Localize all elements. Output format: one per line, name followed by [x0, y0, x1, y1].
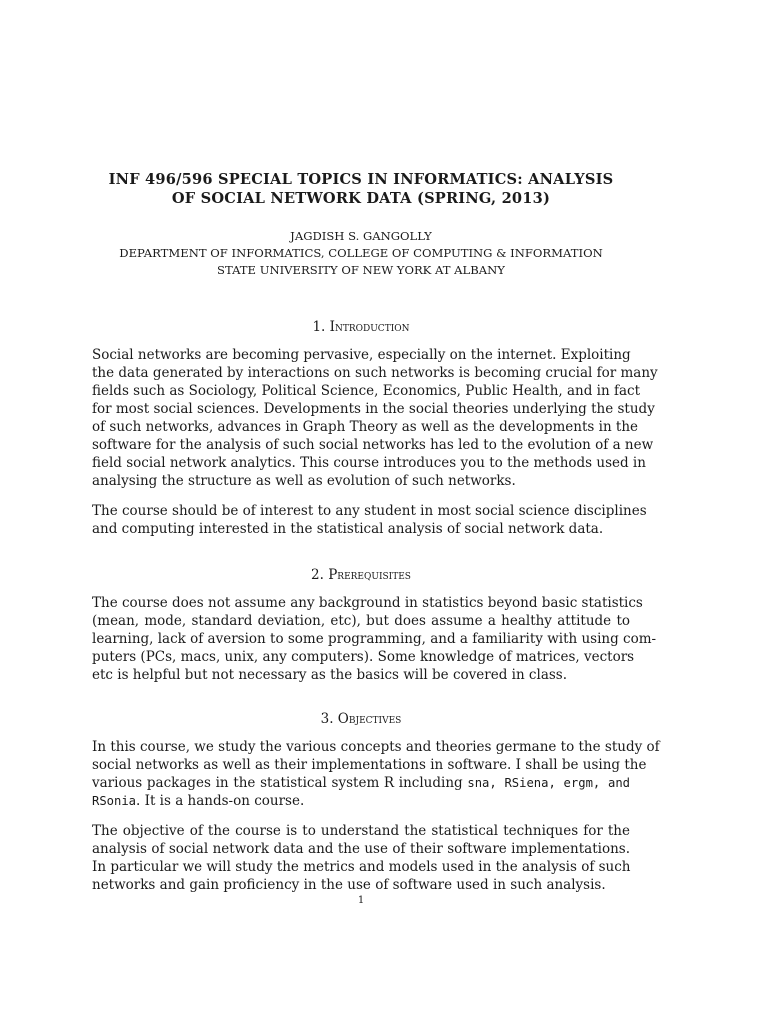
text-line: of such networks, advances in Graph Theory as well as the developments in the	[92, 419, 639, 435]
document-page	[92, 0, 660, 1024]
text-line: and computing interested in the statistical analysis of social network data.	[92, 521, 604, 537]
affiliation-line-1: DEPARTMENT OF INFORMATICS, COLLEGE OF COMPUTING & INFORMATION	[119, 246, 603, 260]
page-number: 1	[357, 895, 365, 906]
text-line: field social network analytics. This course introduces you to the methods used in	[92, 455, 646, 471]
text-line: Social networks are becoming pervasive, especially on the internet. Exploiting	[92, 347, 631, 363]
text-line: analysing the structure as well as evolution of such networks.	[92, 473, 516, 489]
introduction-paragraph-2	[92, 502, 647, 538]
objectives-paragraph-1	[92, 738, 660, 810]
text-line: networks and gain proficiency in the use of software used in such analysis.	[92, 877, 606, 893]
objectives-paragraph-2	[92, 822, 630, 894]
text-line: The course does not assume any background in statistics beyond basic statistics	[92, 595, 643, 611]
author-name: JAGDISH S. GANGOLLY	[290, 229, 432, 243]
text-line: The course should be of interest to any student in most social science disciplines	[92, 503, 647, 519]
package-list-code: sna, RSiena, ergm, and	[467, 776, 630, 790]
package-name-code: RSonia	[92, 794, 137, 808]
text-line: (mean, mode, standard deviation, etc), but does assume a healthy attitude to	[92, 613, 630, 629]
text-line: for most social sciences. Developments in the social theories underlying the study	[92, 401, 655, 417]
text-line	[92, 792, 630, 810]
introduction-paragraph-1	[92, 346, 658, 490]
title-line-1: INF 496/596 SPECIAL TOPICS IN INFORMATICS: ANALYSIS	[108, 171, 614, 188]
text-line: In this course, we study the various concepts and theories germane to the study of	[92, 739, 660, 755]
text-line	[92, 774, 630, 792]
title-line-2: OF SOCIAL NETWORK DATA (SPRING, 2013)	[171, 190, 551, 207]
text-line: the data generated by interactions on such networks is becoming crucial for many	[92, 365, 658, 381]
text-line: puters (PCs, macs, unix, any computers). Some knowledge of matrices, vectors	[92, 649, 635, 665]
text-line: analysis of social network data and the use of their software implementations.	[92, 841, 630, 857]
text-line: social networks as well as their implementations in software. I shall be using the	[92, 757, 647, 773]
document-title	[92, 170, 630, 208]
author-block	[82, 228, 640, 279]
text-line: software for the analysis of such social networks has led to the evolution of a new	[92, 437, 654, 453]
section-heading-prerequisites: 2. Prerequisites	[311, 567, 411, 583]
text-line: fields such as Sociology, Political Science, Economics, Public Health, and in fact	[92, 383, 641, 399]
prerequisites-paragraph-1	[92, 594, 657, 684]
text-line: etc is helpful but not necessary as the basics will be covered in class.	[92, 667, 568, 683]
section-heading-introduction: 1. Introduction	[312, 319, 410, 335]
text-line: The objective of the course is to understand the statistical techniques for the	[92, 823, 630, 839]
text-fragment: . It is a hands-on course.	[136, 793, 305, 809]
section-heading-objectives: 3. Objectives	[320, 711, 402, 727]
text-line: In particular we will study the metrics and models used in the analysis of such	[92, 859, 631, 875]
affiliation-line-2: STATE UNIVERSITY OF NEW YORK AT ALBANY	[217, 263, 505, 277]
text-line: learning, lack of aversion to some programming, and a familiarity with using com-	[92, 631, 657, 647]
text-fragment: various packages in the statistical system R including	[92, 775, 463, 791]
